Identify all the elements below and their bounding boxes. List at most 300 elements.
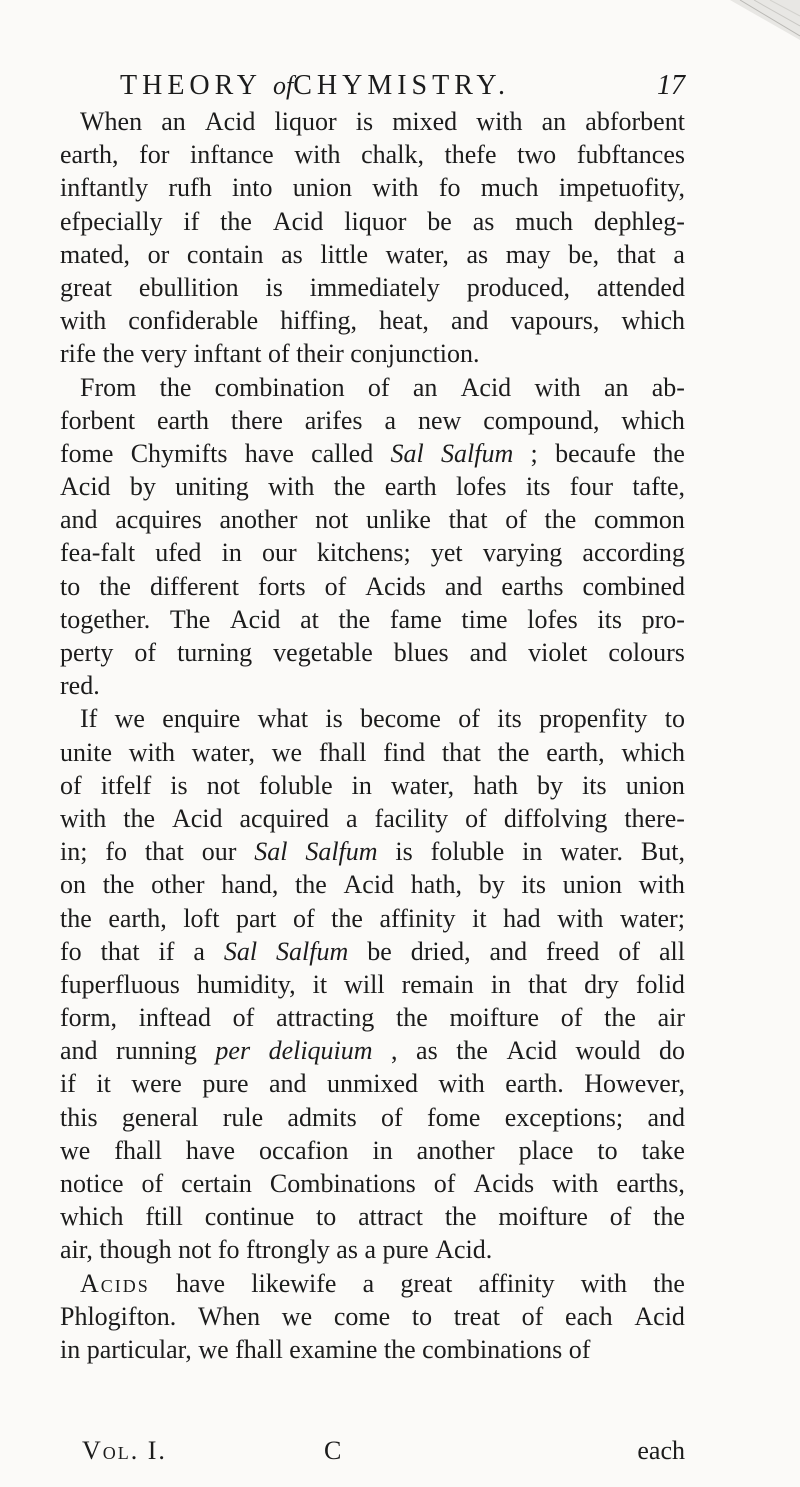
page-number: 17 — [657, 70, 685, 101]
word: inftantly — [60, 173, 149, 203]
paragraph — [60, 1267, 685, 1367]
word: rule — [222, 1102, 264, 1132]
word: that — [100, 936, 140, 966]
word: a — [193, 936, 205, 966]
text-line — [60, 470, 685, 503]
word: that — [144, 837, 184, 867]
word: as — [336, 1235, 365, 1265]
word: union — [562, 870, 622, 900]
word: union — [625, 770, 685, 800]
word: the — [604, 1003, 636, 1033]
text-line — [60, 1001, 685, 1034]
italic-word: Salfum — [305, 837, 378, 867]
word: be — [367, 936, 392, 966]
italic-word: Sal — [390, 438, 424, 468]
word: different — [149, 571, 239, 601]
word: little — [320, 239, 369, 269]
word: their — [296, 339, 351, 369]
page-corner-fold — [730, 0, 800, 40]
word: contain — [186, 239, 264, 269]
word: of — [618, 936, 641, 966]
word: the — [331, 903, 363, 933]
word: may — [505, 239, 551, 269]
word: thefe — [444, 140, 497, 170]
word: acquired — [239, 803, 330, 833]
word: a — [362, 1268, 375, 1298]
text-line — [60, 968, 685, 1001]
word: combinations — [422, 1334, 569, 1364]
word: hiffing, — [280, 306, 358, 336]
word: not — [206, 770, 240, 800]
word: another — [416, 1135, 495, 1165]
word: as — [416, 1036, 438, 1066]
word: ; — [530, 438, 538, 468]
word: is — [170, 770, 188, 800]
word: that — [441, 737, 481, 767]
word: it — [312, 969, 328, 999]
word: , — [391, 1036, 398, 1066]
word: an — [161, 107, 186, 136]
word: another — [219, 505, 298, 535]
word: of — [324, 571, 347, 601]
word: ab- — [651, 372, 685, 402]
word: that — [448, 505, 488, 535]
word: heat, — [379, 306, 429, 336]
word: with — [638, 870, 685, 900]
word: enquire — [162, 704, 241, 734]
text-line — [60, 935, 685, 968]
word: two — [517, 140, 557, 170]
word: we — [281, 1301, 313, 1331]
word: varying — [482, 538, 563, 568]
paragraph — [60, 105, 685, 371]
word: violet — [528, 638, 588, 667]
word: attracting — [276, 1003, 375, 1033]
word: the — [123, 803, 155, 833]
word: tafte, — [632, 472, 685, 502]
word: in — [490, 969, 512, 999]
word: itfelf — [100, 770, 152, 800]
word: fo — [60, 936, 82, 966]
word: unlike — [365, 505, 431, 535]
word: foluble — [258, 770, 333, 800]
word: Acids — [473, 1169, 535, 1198]
word: of — [433, 1169, 456, 1198]
word: combined — [582, 571, 685, 601]
word: is — [265, 272, 283, 302]
word: and — [489, 936, 528, 966]
word: becaufe — [555, 438, 636, 468]
running-title-chymistry: CHYMISTRY. — [293, 70, 510, 101]
word: to — [664, 704, 685, 734]
word: our — [262, 538, 297, 568]
word: unite — [60, 737, 112, 767]
word: take — [641, 1135, 685, 1165]
word: we — [114, 704, 145, 734]
word: Acid — [634, 1301, 685, 1331]
word: much — [480, 173, 539, 203]
word: red. — [60, 671, 100, 701]
word: and — [60, 505, 98, 535]
text-line — [60, 1333, 685, 1366]
word: all — [658, 936, 685, 966]
word: be, — [568, 239, 600, 269]
word: in — [60, 1334, 87, 1364]
word: have — [185, 1135, 236, 1165]
word: much — [515, 206, 574, 236]
word: pure — [382, 1235, 436, 1265]
word: the — [456, 1036, 488, 1066]
word: impetuofity, — [558, 173, 685, 203]
page-footer — [82, 1436, 685, 1470]
word: chalk, — [361, 140, 424, 170]
text-line — [60, 1233, 685, 1266]
word: facility — [374, 803, 449, 833]
text-line — [60, 603, 685, 636]
word: lofes — [527, 604, 578, 634]
text-line — [60, 205, 685, 238]
word: common — [593, 505, 685, 535]
word: water; — [619, 903, 685, 933]
word: vapours, — [510, 306, 600, 336]
word: earth, — [108, 903, 167, 933]
word: new — [417, 405, 462, 435]
word: is — [355, 107, 374, 136]
word: with — [128, 737, 175, 767]
word: which — [621, 306, 685, 336]
word: and — [469, 638, 508, 667]
word: according — [582, 538, 685, 568]
word: hath — [473, 770, 518, 800]
text-line — [60, 835, 685, 868]
word: an — [541, 107, 567, 136]
word: ftrongly — [246, 1235, 337, 1265]
text-line — [60, 902, 685, 935]
word: perty — [60, 638, 114, 667]
text-line — [60, 404, 685, 437]
word: its — [497, 704, 522, 734]
word: affinity — [478, 1268, 555, 1298]
text-line — [60, 371, 685, 404]
word: attract — [358, 1202, 424, 1232]
word: be — [427, 206, 452, 236]
word: Acid — [60, 472, 111, 502]
word: of — [381, 1102, 403, 1132]
text-line — [60, 669, 685, 702]
word: abforbent — [585, 107, 685, 136]
word: immediately — [309, 272, 440, 302]
word: part — [235, 903, 277, 933]
word: Chymifts — [130, 438, 228, 468]
word: unmixed — [327, 1069, 419, 1099]
running-title — [120, 70, 510, 102]
word: which — [621, 737, 685, 767]
word: to — [597, 1135, 618, 1165]
word: great — [60, 272, 112, 302]
word: of — [609, 1202, 632, 1232]
word: acquires — [115, 505, 202, 535]
word: The — [169, 604, 211, 634]
word: the — [159, 372, 192, 402]
word: of — [458, 704, 480, 734]
word: yet — [430, 538, 463, 568]
word: air — [657, 1003, 685, 1033]
word: fhall — [318, 737, 367, 767]
word: Phlogifton. — [60, 1301, 177, 1331]
word: earth — [157, 405, 209, 435]
word: of — [568, 1334, 591, 1364]
word: hath, — [410, 870, 463, 900]
word: Acid — [460, 372, 512, 402]
word: with — [552, 1169, 599, 1198]
word: ebullition — [138, 272, 239, 302]
text-line — [60, 304, 685, 337]
word: admits — [287, 1102, 357, 1132]
word: which — [621, 405, 685, 435]
word: compound, — [483, 405, 600, 435]
word: inftead — [138, 1003, 211, 1033]
word: that — [616, 239, 656, 269]
word: a — [364, 1235, 383, 1265]
text-line — [60, 636, 685, 669]
word: an — [603, 372, 629, 402]
word: would — [575, 1036, 641, 1066]
word: fuperfluous — [60, 969, 180, 999]
word: earth, — [546, 737, 605, 767]
word: ufed — [155, 538, 202, 568]
word: pro- — [641, 604, 685, 634]
word: water. — [560, 837, 624, 867]
word: the — [653, 1268, 685, 1298]
word: the — [544, 505, 577, 535]
word: moifture — [449, 1003, 539, 1033]
word: fo — [217, 1235, 247, 1265]
word: with — [268, 472, 315, 502]
word: to — [411, 1301, 433, 1331]
word: of — [292, 903, 315, 933]
word: the — [102, 339, 141, 369]
word: air, — [60, 1235, 100, 1265]
word: in — [221, 538, 242, 568]
word: earth — [384, 472, 437, 502]
word: notice — [60, 1169, 124, 1198]
italic-word: per — [215, 1036, 251, 1066]
word: fo — [438, 173, 461, 203]
word: dried, — [410, 936, 471, 966]
word: were — [131, 1069, 182, 1099]
text-line — [60, 1134, 685, 1167]
text-line — [60, 238, 685, 271]
word: with — [60, 306, 107, 336]
word: liquor — [344, 206, 407, 236]
word: if — [183, 206, 200, 236]
word: which — [60, 1202, 124, 1232]
word: each — [565, 1301, 613, 1331]
italic-word: Sal — [223, 936, 258, 966]
word: of — [367, 372, 390, 402]
word: attended — [596, 272, 685, 302]
word: there — [230, 405, 283, 435]
catchword: each — [637, 1436, 685, 1465]
word: not — [178, 1235, 218, 1265]
italic-word: deliquium — [268, 1036, 373, 1066]
word: in — [372, 1135, 393, 1165]
word: earths — [501, 571, 564, 601]
word: and — [269, 1069, 307, 1099]
word: its — [525, 472, 551, 502]
volume-signature: Vol. I. — [82, 1436, 167, 1465]
word: its — [582, 770, 607, 800]
word: combination — [214, 372, 345, 402]
word: we — [60, 1135, 91, 1165]
word: not — [315, 505, 349, 535]
word: other — [151, 870, 205, 900]
word: efpecially — [60, 206, 163, 236]
word: kitchens; — [316, 538, 411, 568]
word: though — [99, 1235, 179, 1265]
word: humidity, — [196, 969, 296, 999]
word: come — [333, 1301, 391, 1331]
word: arifes — [304, 405, 363, 435]
word: in — [522, 837, 543, 867]
word: forts — [257, 571, 306, 601]
word: Combinations — [269, 1169, 416, 1198]
word: become — [360, 704, 441, 734]
word: the — [295, 870, 327, 900]
word: of — [267, 339, 297, 369]
word: remain — [401, 969, 474, 999]
word: with — [580, 1268, 628, 1298]
word: with — [534, 372, 581, 402]
word: lofes — [455, 472, 507, 502]
word: with — [294, 140, 341, 170]
word: forbent — [60, 405, 136, 435]
text-line — [60, 736, 685, 769]
word: a — [346, 803, 358, 833]
word: and — [450, 306, 489, 336]
word: the — [497, 737, 530, 767]
word: what — [257, 704, 309, 734]
word: that — [528, 969, 568, 999]
word: Acid — [343, 870, 395, 900]
word: with — [438, 1069, 485, 1099]
word: we — [198, 1334, 236, 1364]
word: mated, — [60, 239, 131, 269]
word: colours — [608, 638, 685, 667]
word: fhall — [114, 1135, 162, 1165]
word: liquor — [274, 107, 337, 136]
word: Acid — [506, 1036, 557, 1066]
word: this — [60, 1102, 98, 1132]
word: by — [129, 472, 156, 502]
word: When — [198, 1301, 261, 1331]
word: fome — [427, 1102, 481, 1132]
word: water, — [390, 770, 455, 800]
text-line — [60, 1300, 685, 1333]
word: likewife — [251, 1268, 337, 1298]
word: its — [597, 604, 622, 634]
word: and — [60, 1036, 98, 1066]
italic-word: Salfum — [441, 438, 514, 468]
text-line — [60, 138, 685, 171]
word: earths, — [616, 1169, 685, 1198]
word: Acid — [171, 803, 223, 833]
word: or — [147, 239, 170, 269]
word: union — [292, 173, 352, 203]
word: affinity — [379, 903, 456, 933]
text-line — [60, 1101, 685, 1134]
text-line — [60, 1034, 685, 1067]
word: water, — [385, 239, 449, 269]
word: From — [80, 372, 137, 402]
word: uniting — [175, 472, 249, 502]
word: the — [99, 571, 131, 601]
word: fo — [105, 837, 127, 867]
word: find — [383, 737, 426, 767]
word: and — [647, 1102, 685, 1132]
word: with — [557, 903, 604, 933]
word: four — [569, 472, 614, 502]
running-title-of: of — [272, 71, 294, 100]
word: of — [232, 1003, 255, 1033]
word: earth, — [60, 140, 119, 170]
word: of — [505, 505, 527, 535]
word: with — [372, 173, 419, 203]
word: turning — [177, 638, 253, 667]
text-line — [60, 271, 685, 304]
word: fea-falt — [60, 538, 136, 568]
word: But, — [640, 837, 685, 867]
word: ftill — [145, 1202, 183, 1232]
body-text — [60, 105, 685, 1366]
word: diffolving — [503, 803, 608, 833]
word: of — [560, 1003, 583, 1033]
word: a — [673, 239, 685, 269]
word: fhall — [235, 1334, 290, 1364]
word: place — [518, 1135, 574, 1165]
word: together. — [60, 604, 151, 634]
word: have — [175, 1268, 226, 1298]
paragraph — [60, 702, 685, 1266]
text-line — [60, 503, 685, 536]
word: mixed — [392, 107, 458, 136]
word: its — [521, 870, 547, 900]
word: produced, — [466, 272, 570, 302]
word: loft — [183, 903, 220, 933]
word: However, — [584, 1069, 685, 1099]
word: the — [395, 1003, 428, 1033]
word: Acid — [204, 107, 256, 136]
word: if — [60, 1069, 76, 1099]
word: do — [658, 1036, 685, 1066]
text-line — [60, 1167, 685, 1200]
word: with — [60, 803, 107, 833]
word: of — [521, 1301, 544, 1331]
word: on — [60, 870, 86, 900]
word: earth. — [505, 1069, 564, 1099]
word: certain — [181, 1169, 252, 1198]
word: continue — [204, 1202, 295, 1232]
word: conjunction. — [350, 339, 480, 369]
word: great — [400, 1268, 453, 1298]
word: treat — [453, 1301, 500, 1331]
word: freed — [546, 936, 600, 966]
word: inftance — [189, 140, 274, 170]
text-line — [60, 337, 685, 370]
word: of — [465, 803, 487, 833]
word: particular, — [86, 1334, 199, 1364]
word: water, — [191, 737, 255, 767]
